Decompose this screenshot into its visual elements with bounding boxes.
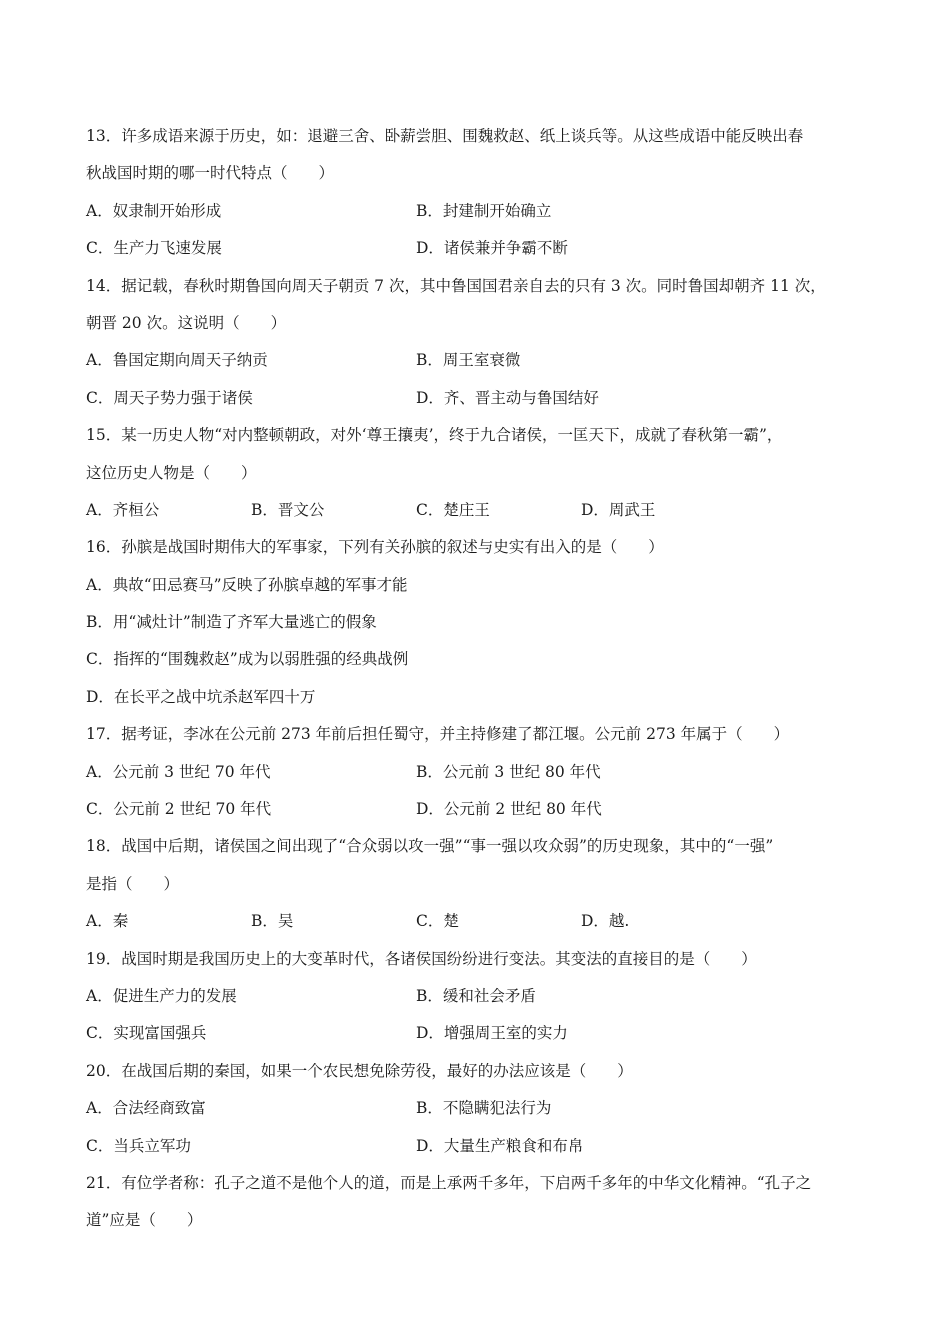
answer-option: B．吴	[251, 912, 294, 931]
question-block	[86, 529, 876, 716]
question-stem-line: 道”应是（ ）	[86, 1211, 203, 1230]
answer-option: C．当兵立军功	[86, 1136, 191, 1155]
question-stem-line: 14．据记载，春秋时期鲁国向周天子朝贡 7 次，其中鲁国国君亲自去的只有 3 次。同时鲁国却朝齐 11 次，	[86, 276, 826, 295]
answer-option: D．齐、晋主动与鲁国结好	[416, 388, 599, 407]
question-block	[86, 268, 876, 418]
question-stem-line: 20．在战国后期的秦国，如果一个农民想免除劳役，最好的办法应该是（ ）	[86, 1061, 633, 1080]
answer-option: D．诸侯兼并争霸不断	[416, 239, 568, 258]
option-row	[86, 978, 876, 1015]
option-row	[86, 1015, 876, 1052]
question-stem-line: 这位历史人物是（ ）	[86, 463, 257, 482]
option-row	[86, 380, 876, 417]
answer-option: D．大量生产粮食和布帛	[416, 1136, 584, 1155]
option-row	[86, 754, 876, 791]
answer-option: A．齐桓公	[86, 500, 160, 519]
question-stem-line: 朝晋 20 次。这说明（ ）	[86, 313, 287, 332]
answer-option: C．生产力飞速发展	[86, 239, 222, 258]
answer-option: A．公元前 3 世纪 70 年代	[86, 762, 271, 781]
option-row	[86, 193, 876, 230]
answer-option: D．增强周王室的实力	[416, 1024, 568, 1043]
answer-option: C．楚	[416, 912, 459, 931]
answer-option: B．缓和社会矛盾	[416, 986, 536, 1005]
question-block	[86, 1053, 876, 1165]
question-stem-line: 16．孙膑是战国时期伟大的军事家，下列有关孙膑的叙述与史实有出入的是（ ）	[86, 538, 664, 557]
answer-option: C．楚庄王	[416, 500, 490, 519]
option-row	[86, 1090, 876, 1127]
question-list	[86, 118, 876, 1240]
answer-option: B．晋文公	[251, 500, 325, 519]
answer-option: B．周王室衰微	[416, 351, 521, 370]
answer-option: D．在长平之战中坑杀赵军四十万	[86, 687, 316, 706]
answer-option: A．鲁国定期向周天子纳贡	[86, 351, 268, 370]
question-block	[86, 417, 876, 529]
answer-option: A．奴隶制开始形成	[86, 201, 222, 220]
answer-option: C．公元前 2 世纪 70 年代	[86, 800, 272, 819]
answer-option: D．越.	[581, 912, 630, 931]
option-row	[86, 492, 876, 529]
answer-option: A．秦	[86, 912, 129, 931]
answer-option: C．实现富国强兵	[86, 1024, 207, 1043]
question-stem-line: 13．许多成语来源于历史，如：退避三舍、卧薪尝胆、围魏救赵、纸上谈兵等。从这些成语中能反映出春	[86, 127, 804, 145]
option-row	[86, 230, 876, 267]
answer-option: D．周武王	[581, 500, 656, 519]
question-stem-line: 17．据考证，李冰在公元前 273 年前后担任蜀守，并主持修建了都江堰。公元前 273 年属于（ ）	[86, 725, 790, 744]
answer-option: A．促进生产力的发展	[86, 986, 237, 1005]
question-stem-line: 18．战国中后期，诸侯国之间出现了“合众弱以攻一强”“事一强以攻众弱”的历史现象，其中的“一强”	[86, 837, 774, 856]
option-row	[86, 903, 876, 940]
question-block	[86, 941, 876, 1053]
question-block	[86, 828, 876, 940]
question-stem-line: 19．战国时期是我国历史上的大变革时代，各诸侯国纷纷进行变法。其变法的直接目的是（ ）	[86, 949, 757, 968]
answer-option: B．用“减灶计”制造了齐军大量逃亡的假象	[86, 613, 377, 632]
answer-option: A．典故“田忌赛马”反映了孙膑卓越的军事才能	[86, 575, 408, 594]
question-stem-line: 21．有位学者称：孔子之道不是他个人的道，而是上承两千多年，下启两千多年的中华文化精神。“孔子之	[86, 1173, 812, 1192]
question-stem-line: 秋战国时期的哪一时代特点（ ）	[86, 164, 335, 183]
question-block	[86, 716, 876, 828]
answer-option: B．不隐瞒犯法行为	[416, 1099, 552, 1118]
question-block	[86, 1165, 876, 1240]
answer-option: C．指挥的“围魏救赵”成为以弱胜强的经典战例	[86, 650, 409, 669]
option-row	[86, 791, 876, 828]
option-row	[86, 1128, 876, 1165]
question-stem-line: 15．某一历史人物“对内整顿朝政，对外‘尊王攘夷’，终于九合诸侯，一匡天下，成就了春秋第一霸”，	[86, 426, 783, 445]
answer-option: A．合法经商致富	[86, 1099, 206, 1118]
answer-option: C．周天子势力强于诸侯	[86, 388, 253, 407]
question-block	[86, 118, 876, 268]
question-stem-line: 是指（ ）	[86, 874, 180, 893]
answer-option: B．公元前 3 世纪 80 年代	[416, 762, 601, 781]
answer-option: B．封建制开始确立	[416, 201, 552, 220]
option-row	[86, 342, 876, 379]
answer-option: D．公元前 2 世纪 80 年代	[416, 800, 602, 819]
